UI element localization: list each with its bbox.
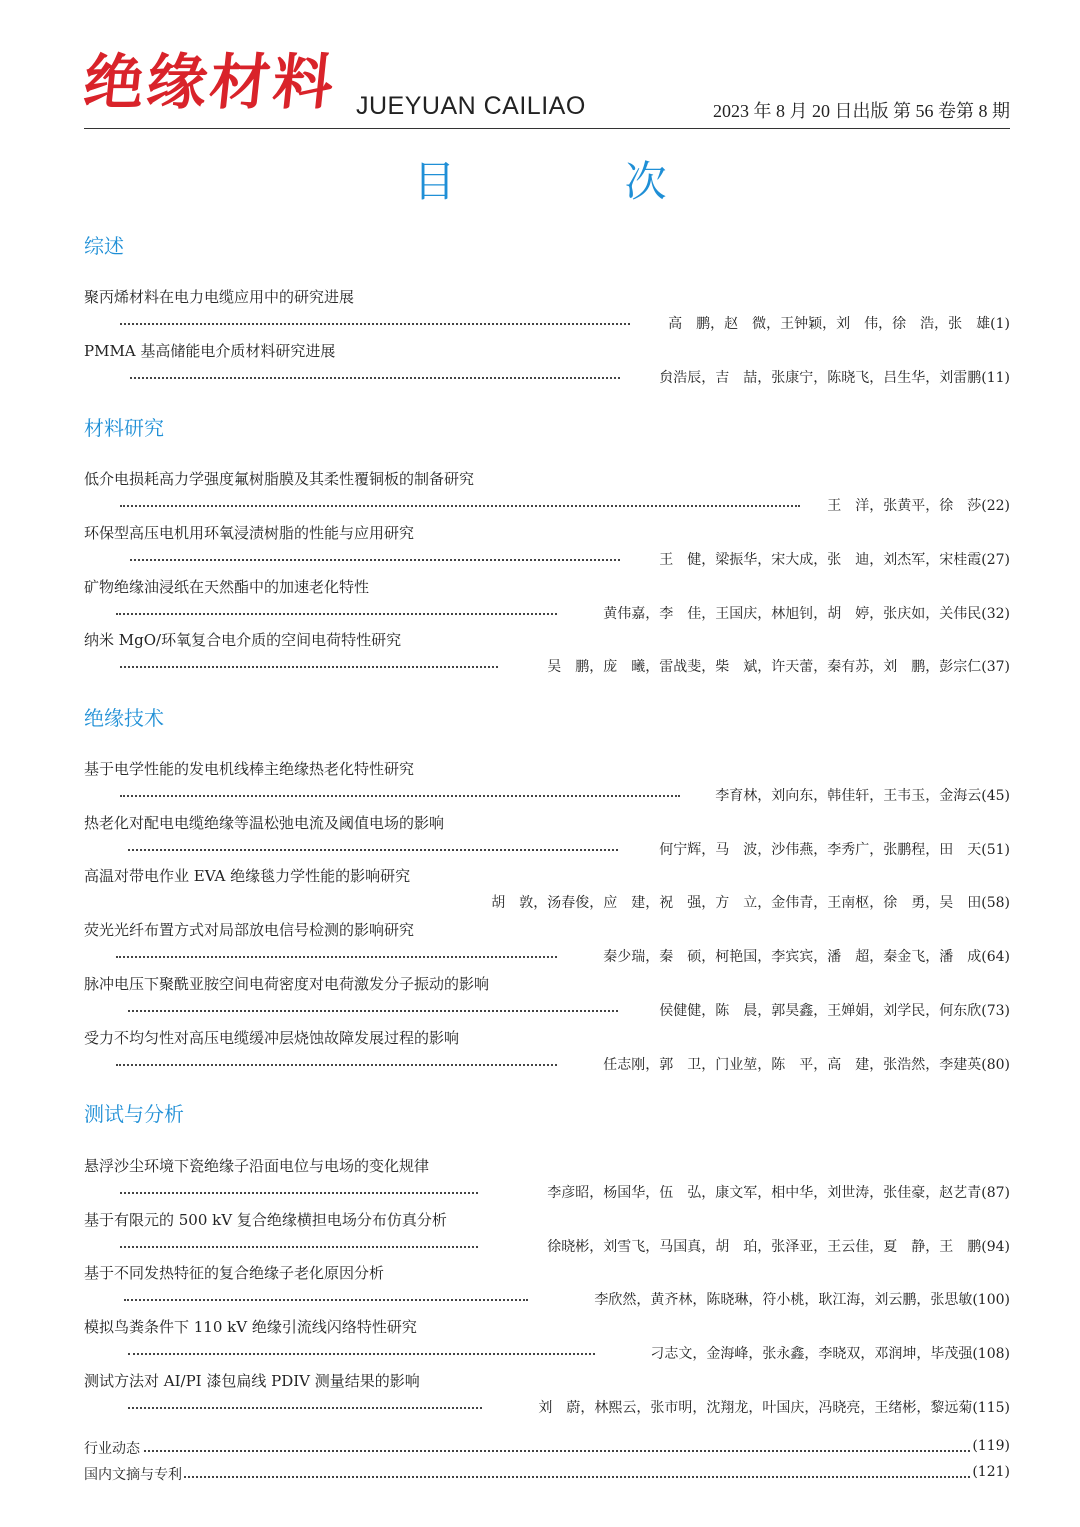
article-authors: 王 健，梁振华，宋大成，张 迪，刘杰军，宋桂霞(27) xyxy=(659,552,1010,568)
article-authors: 李欣然，黄齐林，陈晓琳，符小桃，耿江海，刘云鹏，张思敏(100) xyxy=(594,1292,1010,1308)
article-authors: 李育林，刘向东，韩佳轩，王韦玉，金海云(45) xyxy=(715,788,1010,804)
article-title[interactable]: 模拟鸟粪条件下 110 kV 绝缘引流线闪络特性研究 xyxy=(84,1318,417,1336)
article-authors-row xyxy=(116,1054,1010,1074)
dot-leader xyxy=(84,1450,1010,1452)
article-authors: 贠浩辰，吉 喆，张康宁，陈晓飞，吕生华，刘雷鹏(11) xyxy=(659,370,1010,386)
dot-leader xyxy=(120,1192,478,1195)
article-authors: 何宁辉，马 波，沙伟燕，李秀广，张鹏程，田 天(51) xyxy=(659,842,1010,858)
section-heading: 材料研究 xyxy=(84,416,164,440)
toc-entry-label: 国内文摘与专利 xyxy=(84,1464,184,1484)
dot-leader xyxy=(120,1246,478,1249)
toc-entry-label: 行业动态 xyxy=(84,1438,142,1458)
article-title[interactable]: 受力不均匀性对高压电缆缓冲层烧蚀故障发展过程的影响 xyxy=(84,1029,460,1047)
dot-leader xyxy=(116,1064,557,1067)
article-authors-row xyxy=(124,1289,1010,1309)
article-authors: 徐晓彬，刘雪飞，马国真，胡 珀，张泽亚，王云佳，夏 静，王 鹏(94) xyxy=(547,1239,1010,1255)
article-title[interactable]: 测试方法对 AI/PI 漆包扁线 PDIV 测量结果的影响 xyxy=(84,1372,420,1390)
dot-leader xyxy=(120,323,630,326)
article-authors-row xyxy=(128,1343,1010,1363)
article-title[interactable]: 矿物绝缘油浸纸在天然酯中的加速老化特性 xyxy=(84,578,370,596)
article-authors: 任志刚，郭 卫，门业堃，陈 平，高 建，张浩然，李建英(80) xyxy=(603,1057,1010,1073)
article-title[interactable]: 基于不同发热特征的复合绝缘子老化原因分析 xyxy=(84,1264,385,1282)
section-heading: 综述 xyxy=(84,234,124,258)
article-title[interactable]: 环保型高压电机用环氧浸渍树脂的性能与应用研究 xyxy=(84,524,415,542)
dot-leader xyxy=(120,666,498,669)
article-authors-row xyxy=(116,946,1010,966)
article-title[interactable]: 悬浮沙尘环境下瓷绝缘子沿面电位与电场的变化规律 xyxy=(84,1157,430,1175)
article-authors: 侯健健，陈 晨，郭昊鑫，王婵娟，刘学民，何东欣(73) xyxy=(659,1003,1010,1019)
article-authors-row xyxy=(120,785,1010,805)
article-authors-row xyxy=(128,1000,1010,1020)
dot-leader xyxy=(128,1407,482,1410)
article-title[interactable]: 高温对带电作业 EVA 绝缘毯力学性能的影响研究 xyxy=(84,867,411,885)
article-authors: 刁志文，金海峰，张永鑫，李晓双，邓润坤，毕茂强(108) xyxy=(650,1346,1010,1362)
dot-leader xyxy=(124,1299,528,1302)
section-heading: 测试与分析 xyxy=(84,1102,184,1126)
publication-info: 2023 年 8 月 20 日出版 第 56 卷第 8 期 xyxy=(713,101,1010,121)
article-authors-row xyxy=(120,495,1010,515)
article-authors-row xyxy=(120,1182,1010,1202)
article-title[interactable]: 低介电损耗高力学强度氟树脂膜及其柔性覆铜板的制备研究 xyxy=(84,470,475,488)
article-title[interactable]: 热老化对配电电缆绝缘等温松弛电流及阈值电场的影响 xyxy=(84,814,445,832)
dot-leader xyxy=(116,613,557,616)
article-authors-row xyxy=(120,656,1010,676)
dot-leader xyxy=(120,795,680,798)
article-authors: 高 鹏，赵 微，王钟颖，刘 伟，徐 浩，张 雄(1) xyxy=(668,316,1010,332)
article-authors-row xyxy=(130,549,1010,569)
article-title[interactable]: 脉冲电压下聚酰亚胺空间电荷密度对电荷激发分子振动的影响 xyxy=(84,975,490,993)
toc-entry-page: (121) xyxy=(972,1464,1010,1480)
journal-pinyin: JUEYUAN CAILIAO xyxy=(356,92,586,120)
article-title[interactable]: 基于电学性能的发电机线棒主绝缘热老化特性研究 xyxy=(84,760,415,778)
article-title[interactable]: 荧光光纤布置方式对局部放电信号检测的影响研究 xyxy=(84,921,415,939)
toc-entry-page: (119) xyxy=(972,1438,1010,1454)
article-authors-row xyxy=(130,367,1010,387)
article-title[interactable]: 基于有限元的 500 kV 复合绝缘横担电场分布仿真分析 xyxy=(84,1211,447,1229)
article-title[interactable]: 纳米 MgO/环氧复合电介质的空间电荷特性研究 xyxy=(84,631,402,649)
toc-entry-abstracts-patents[interactable] xyxy=(84,1464,1010,1484)
page-title: 目 次 xyxy=(413,157,745,206)
dot-leader xyxy=(116,956,557,959)
article-authors-row xyxy=(120,313,1010,333)
article-authors: 吴 鹏，庞 曦，雷战斐，柴 斌，许天蕾，秦有苏，刘 鹏，彭宗仁(37) xyxy=(547,659,1010,675)
dot-leader xyxy=(128,1010,618,1013)
article-authors: 李彦昭，杨国华，伍 弘，康文军，相中华，刘世涛，张佳豪，赵艺青(87) xyxy=(547,1185,1010,1201)
article-authors: 黄伟嘉，李 佳，王国庆，林旭钊，胡 婷，张庆如，关伟民(32) xyxy=(603,606,1010,622)
journal-logo: 绝缘材料 xyxy=(80,48,340,118)
dot-leader xyxy=(128,849,618,852)
masthead xyxy=(80,48,1010,129)
article-authors: 王 洋，张黄平，徐 莎(22) xyxy=(827,498,1010,514)
article-title[interactable]: 聚丙烯材料在电力电缆应用中的研究进展 xyxy=(84,288,355,306)
article-authors: 秦少瑞，秦 硕，柯艳国，李宾宾，潘 超，秦金飞，潘 成(64) xyxy=(603,949,1010,965)
article-authors-row xyxy=(120,1236,1010,1256)
article-authors-row xyxy=(116,603,1010,623)
section-heading: 绝缘技术 xyxy=(84,706,164,730)
article-authors-row xyxy=(128,839,1010,859)
article-authors-row xyxy=(443,892,1010,912)
dot-leader xyxy=(130,559,620,562)
dot-leader xyxy=(128,1353,595,1356)
article-authors-row xyxy=(128,1397,1010,1417)
dot-leader xyxy=(120,505,800,508)
article-authors: 胡 敦，汤春俊，应 建，祝 强，方 立，金伟青，王南枢，徐 勇，吴 田(58) xyxy=(491,895,1010,911)
article-title[interactable]: PMMA 基高储能电介质材料研究进展 xyxy=(84,342,336,360)
dot-leader xyxy=(130,377,620,380)
toc-entry-industry-news[interactable] xyxy=(84,1438,1010,1458)
dot-leader xyxy=(84,1476,1010,1478)
article-authors: 刘 蔚，林熙云，张市明，沈翔龙，叶国庆，冯晓亮，王绪彬，黎远菊(115) xyxy=(538,1400,1010,1416)
